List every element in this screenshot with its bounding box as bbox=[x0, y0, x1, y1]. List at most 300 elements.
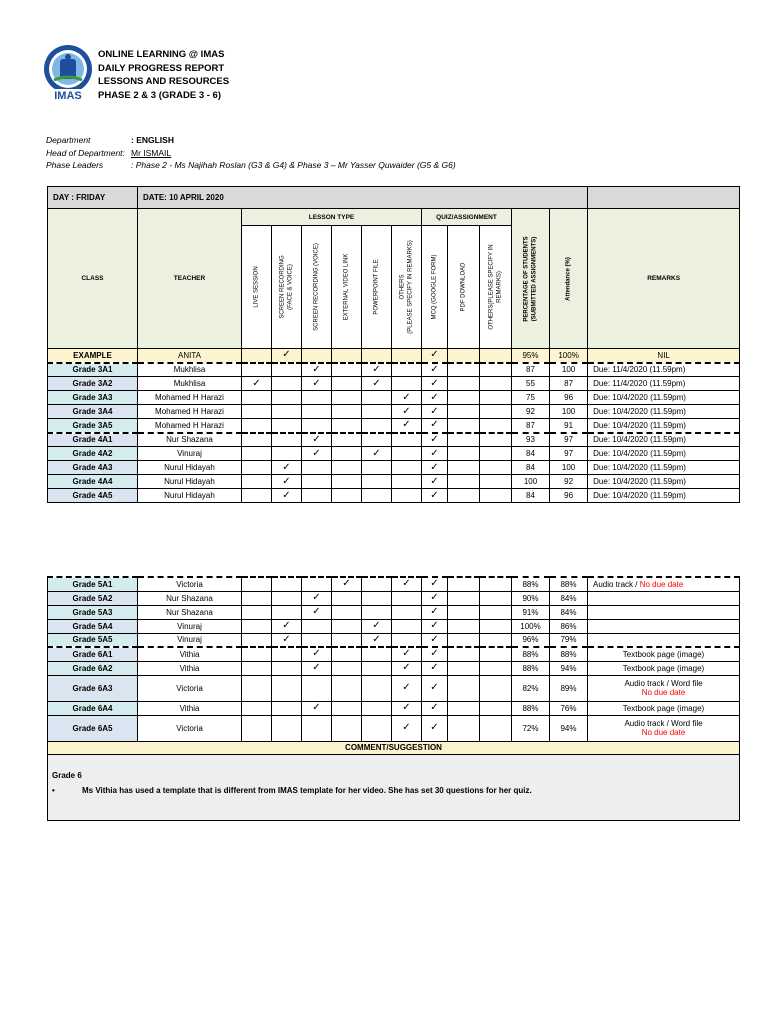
empty-cell bbox=[242, 647, 272, 661]
class-cell: Grade 5A3 bbox=[48, 605, 138, 619]
checkmark-icon: ✓ bbox=[372, 633, 381, 645]
title-line: DAILY PROGRESS REPORT bbox=[98, 62, 225, 74]
checkmark-icon: ✓ bbox=[402, 722, 411, 733]
teacher-cell: Mohamed H Harazi bbox=[138, 405, 242, 419]
remark-text: Textbook page (image) bbox=[622, 703, 705, 713]
class-cell: Grade 6A4 bbox=[48, 701, 138, 715]
check-cell bbox=[392, 661, 422, 675]
empty-cell bbox=[272, 675, 302, 701]
teacher-cell: Victoria bbox=[138, 675, 242, 701]
others2-header: OTHERS(PLEASE SPECIFY IN REMARKS) bbox=[480, 226, 512, 349]
check-cell bbox=[422, 419, 448, 433]
empty-cell bbox=[332, 715, 362, 741]
attendance-cell: 88% bbox=[550, 577, 588, 591]
attendance-cell: 84% bbox=[550, 591, 588, 605]
empty-cell bbox=[362, 489, 392, 503]
empty-cell bbox=[448, 715, 480, 741]
check-cell bbox=[242, 377, 272, 391]
check-cell bbox=[422, 715, 448, 741]
check-cell bbox=[392, 701, 422, 715]
checkmark-icon: ✓ bbox=[372, 377, 381, 389]
empty-cell bbox=[392, 349, 422, 363]
empty-cell bbox=[362, 349, 392, 363]
table-row bbox=[48, 605, 740, 619]
remarks-cell: Due: 10/4/2020 (11.59pm) bbox=[588, 489, 740, 503]
powerpoint-header: POWERPOINT FILE bbox=[362, 226, 392, 349]
checkmark-icon: ✓ bbox=[430, 648, 439, 660]
external-video-header: EXTERNAL VIDEO LINK bbox=[332, 226, 362, 349]
percentage-cell: 88% bbox=[512, 701, 550, 715]
empty-cell bbox=[480, 661, 512, 675]
class-cell: Grade 6A1 bbox=[48, 647, 138, 661]
check-cell bbox=[422, 489, 448, 503]
bullet-icon: • bbox=[52, 785, 55, 795]
percentage-cell: 84 bbox=[512, 489, 550, 503]
empty-cell bbox=[448, 349, 480, 363]
check-cell bbox=[392, 577, 422, 591]
empty-cell bbox=[332, 433, 362, 447]
attendance-cell: 94% bbox=[550, 661, 588, 675]
empty-cell bbox=[242, 433, 272, 447]
progress-table-grade-3-4 bbox=[47, 186, 740, 503]
empty-cell bbox=[448, 605, 480, 619]
empty-cell bbox=[302, 715, 332, 741]
remarks-cell: Due: 10/4/2020 (11.59pm) bbox=[588, 447, 740, 461]
empty-cell bbox=[332, 391, 362, 405]
check-cell bbox=[272, 461, 302, 475]
checkmark-icon: ✓ bbox=[402, 702, 411, 713]
teacher-cell: Mohamed H Harazi bbox=[138, 391, 242, 405]
empty-cell bbox=[332, 461, 362, 475]
attendance-cell: 88% bbox=[550, 647, 588, 661]
teacher-cell: Nurul Hidayah bbox=[138, 461, 242, 475]
check-cell bbox=[272, 619, 302, 633]
empty-cell bbox=[448, 405, 480, 419]
teacher-cell: ANITA bbox=[138, 349, 242, 363]
empty-cell bbox=[332, 419, 362, 433]
table-row bbox=[48, 675, 740, 701]
title-line: PHASE 2 & 3 (GRADE 3 - 6) bbox=[98, 89, 221, 101]
checkmark-icon: ✓ bbox=[312, 433, 321, 445]
table-row bbox=[48, 619, 740, 633]
checkmark-icon: ✓ bbox=[430, 606, 439, 617]
teacher-cell: Vinuraj bbox=[138, 619, 242, 633]
attendance-cell: 100% bbox=[550, 349, 588, 363]
remark-text: Audio track / bbox=[593, 579, 640, 589]
checkmark-icon: ✓ bbox=[282, 633, 291, 645]
empty-cell bbox=[480, 461, 512, 475]
pdf-header: PDF DOWNLOAD bbox=[448, 226, 480, 349]
empty-cell bbox=[302, 675, 332, 701]
empty-cell bbox=[272, 363, 302, 377]
imas-logo bbox=[40, 44, 96, 102]
empty-cell bbox=[362, 433, 392, 447]
percentage-cell: 82% bbox=[512, 675, 550, 701]
empty-cell bbox=[480, 715, 512, 741]
comment-header-row bbox=[48, 741, 740, 754]
checkmark-icon: ✓ bbox=[430, 722, 439, 733]
quiz-assignment-header: QUIZ/ASSIGNMENT bbox=[422, 209, 512, 226]
checkmark-icon: ✓ bbox=[430, 633, 439, 645]
table-row bbox=[48, 591, 740, 605]
percentage-cell: 87 bbox=[512, 419, 550, 433]
empty-cell bbox=[242, 661, 272, 675]
empty-cell bbox=[302, 419, 332, 433]
no-due-date-text: No due date bbox=[641, 728, 686, 737]
table-row bbox=[48, 377, 740, 391]
empty-cell bbox=[362, 461, 392, 475]
attendance-cell: 97 bbox=[550, 433, 588, 447]
attendance-header: Attendance (%) bbox=[550, 209, 588, 349]
empty-cell bbox=[332, 633, 362, 647]
class-cell: Grade 5A5 bbox=[48, 633, 138, 647]
empty-cell bbox=[332, 591, 362, 605]
checkmark-icon: ✓ bbox=[312, 592, 321, 603]
empty-cell bbox=[480, 349, 512, 363]
checkmark-icon: ✓ bbox=[430, 447, 439, 459]
percentage-cell: 92 bbox=[512, 405, 550, 419]
empty-cell bbox=[332, 619, 362, 633]
check-cell bbox=[422, 377, 448, 391]
empty-cell bbox=[448, 363, 480, 377]
table-row bbox=[48, 391, 740, 405]
checkmark-icon: ✓ bbox=[430, 377, 439, 389]
empty-cell bbox=[242, 675, 272, 701]
class-cell: EXAMPLE bbox=[48, 349, 138, 363]
remarks-cell: Due: 10/4/2020 (11.59pm) bbox=[588, 405, 740, 419]
table-row bbox=[48, 363, 740, 377]
empty-cell bbox=[362, 475, 392, 489]
empty-cell bbox=[332, 363, 362, 377]
class-cell: Grade 5A1 bbox=[48, 577, 138, 591]
example-row bbox=[48, 349, 740, 363]
table-row bbox=[48, 633, 740, 647]
empty-cell bbox=[242, 461, 272, 475]
empty-cell bbox=[332, 475, 362, 489]
checkmark-icon: ✓ bbox=[282, 475, 291, 487]
teacher-cell: Vinuraj bbox=[138, 633, 242, 647]
checkmark-icon: ✓ bbox=[312, 363, 321, 375]
empty-cell bbox=[242, 619, 272, 633]
attendance-cell: 86% bbox=[550, 619, 588, 633]
empty-cell bbox=[448, 447, 480, 461]
empty-cell bbox=[480, 377, 512, 391]
check-cell bbox=[422, 405, 448, 419]
remarks-cell bbox=[588, 675, 740, 701]
remarks-cell bbox=[588, 661, 740, 675]
report-title bbox=[98, 48, 229, 102]
checkmark-icon: ✓ bbox=[430, 702, 439, 713]
check-cell bbox=[392, 405, 422, 419]
checkmark-icon: ✓ bbox=[402, 648, 411, 660]
check-cell bbox=[422, 605, 448, 619]
screen-voice-header: SCREEN RECORDING (VOICE) bbox=[302, 226, 332, 349]
empty-cell bbox=[362, 675, 392, 701]
check-cell bbox=[332, 577, 362, 591]
check-cell bbox=[302, 605, 332, 619]
empty-cell bbox=[448, 377, 480, 391]
department-label: Department bbox=[46, 135, 91, 145]
remark-text: Textbook page (image) bbox=[622, 649, 705, 659]
empty-cell bbox=[480, 419, 512, 433]
empty-cell bbox=[242, 489, 272, 503]
check-cell bbox=[422, 633, 448, 647]
table-row bbox=[48, 475, 740, 489]
remarks-cell: Due: 10/4/2020 (11.59pm) bbox=[588, 433, 740, 447]
empty-cell bbox=[480, 591, 512, 605]
checkmark-icon: ✓ bbox=[342, 578, 351, 590]
checkmark-icon: ✓ bbox=[312, 606, 321, 617]
empty-cell bbox=[242, 605, 272, 619]
remarks-cell bbox=[588, 701, 740, 715]
empty-cell bbox=[362, 591, 392, 605]
empty-cell bbox=[392, 591, 422, 605]
phase-leaders-value: : Phase 2 - Ms Najihah Roslan (G3 & G4) & Phase 3 – Mr Yasser Quwaider (G5 & G6) bbox=[131, 160, 456, 170]
empty-cell bbox=[448, 433, 480, 447]
empty-cell bbox=[448, 591, 480, 605]
teacher-cell: Mukhlisa bbox=[138, 377, 242, 391]
check-cell bbox=[422, 619, 448, 633]
attendance-cell: 89% bbox=[550, 675, 588, 701]
remarks-cell: Due: 10/4/2020 (11.59pm) bbox=[588, 419, 740, 433]
checkmark-icon: ✓ bbox=[282, 349, 291, 361]
remarks-cell: Due: 11/4/2020 (11.59pm) bbox=[588, 377, 740, 391]
table-row bbox=[48, 489, 740, 503]
remarks-header: REMARKS bbox=[588, 209, 740, 349]
empty-cell bbox=[392, 475, 422, 489]
percentage-cell: 100% bbox=[512, 619, 550, 633]
comment-body-cell bbox=[48, 754, 740, 820]
checkmark-icon: ✓ bbox=[430, 620, 439, 631]
remarks-cell bbox=[588, 647, 740, 661]
attendance-cell: 94% bbox=[550, 715, 588, 741]
class-cell: Grade 3A3 bbox=[48, 391, 138, 405]
empty-cell bbox=[448, 461, 480, 475]
empty-cell bbox=[392, 447, 422, 461]
check-cell bbox=[422, 461, 448, 475]
empty-cell bbox=[392, 605, 422, 619]
empty-cell bbox=[480, 363, 512, 377]
empty-cell bbox=[242, 447, 272, 461]
table-row bbox=[48, 419, 740, 433]
checkmark-icon: ✓ bbox=[430, 391, 439, 403]
table-row bbox=[48, 461, 740, 475]
checkmark-icon: ✓ bbox=[312, 702, 321, 713]
class-cell: Grade 4A5 bbox=[48, 489, 138, 503]
check-cell bbox=[422, 647, 448, 661]
table-row bbox=[48, 405, 740, 419]
check-cell bbox=[392, 647, 422, 661]
empty-cell bbox=[480, 447, 512, 461]
check-cell bbox=[362, 633, 392, 647]
empty-cell bbox=[332, 647, 362, 661]
empty-cell bbox=[302, 391, 332, 405]
class-cell: Grade 6A3 bbox=[48, 675, 138, 701]
empty-cell bbox=[392, 433, 422, 447]
teacher-cell: Nurul Hidayah bbox=[138, 475, 242, 489]
empty-cell bbox=[242, 715, 272, 741]
checkmark-icon: ✓ bbox=[430, 475, 439, 487]
percentage-cell: 55 bbox=[512, 377, 550, 391]
empty-cell bbox=[242, 391, 272, 405]
class-cell: Grade 4A2 bbox=[48, 447, 138, 461]
checkmark-icon: ✓ bbox=[430, 682, 439, 693]
empty-cell bbox=[272, 447, 302, 461]
teacher-cell: Vithia bbox=[138, 701, 242, 715]
attendance-cell: 100 bbox=[550, 461, 588, 475]
checkmark-icon: ✓ bbox=[430, 363, 439, 375]
empty-cell bbox=[480, 701, 512, 715]
checkmark-icon: ✓ bbox=[430, 489, 439, 501]
empty-cell bbox=[272, 405, 302, 419]
percentage-cell: 100 bbox=[512, 475, 550, 489]
checkmark-icon: ✓ bbox=[430, 578, 439, 590]
check-cell bbox=[392, 675, 422, 701]
checkmark-icon: ✓ bbox=[430, 419, 439, 431]
percentage-cell: 90% bbox=[512, 591, 550, 605]
empty-cell bbox=[362, 405, 392, 419]
checkmark-icon: ✓ bbox=[430, 433, 439, 445]
percentage-cell: 91% bbox=[512, 605, 550, 619]
empty-cell bbox=[332, 405, 362, 419]
table-row bbox=[48, 447, 740, 461]
checkmark-icon: ✓ bbox=[402, 578, 411, 590]
checkmark-icon: ✓ bbox=[282, 620, 291, 631]
table-row bbox=[48, 577, 740, 591]
teacher-cell: Victoria bbox=[138, 577, 242, 591]
empty-cell bbox=[448, 577, 480, 591]
attendance-cell: 97 bbox=[550, 447, 588, 461]
attendance-cell: 76% bbox=[550, 701, 588, 715]
teacher-cell: Vinuraj bbox=[138, 447, 242, 461]
empty-cell bbox=[480, 391, 512, 405]
empty-cell bbox=[242, 419, 272, 433]
check-cell bbox=[422, 675, 448, 701]
percentage-cell: 93 bbox=[512, 433, 550, 447]
empty-cell bbox=[302, 475, 332, 489]
checkmark-icon: ✓ bbox=[430, 461, 439, 473]
empty-cell bbox=[480, 577, 512, 591]
table-row bbox=[48, 701, 740, 715]
remarks-cell bbox=[588, 591, 740, 605]
logo-text: IMAS bbox=[54, 90, 82, 102]
checkmark-icon: ✓ bbox=[402, 682, 411, 693]
check-cell bbox=[422, 475, 448, 489]
remarks-cell bbox=[588, 633, 740, 647]
teacher-cell: Vithia bbox=[138, 661, 242, 675]
checkmark-icon: ✓ bbox=[430, 592, 439, 603]
check-cell bbox=[362, 363, 392, 377]
class-header: CLASS bbox=[48, 209, 138, 349]
empty-cell bbox=[480, 605, 512, 619]
empty-cell bbox=[392, 377, 422, 391]
class-cell: Grade 6A2 bbox=[48, 661, 138, 675]
remark-text: Audio track / Word file bbox=[624, 719, 703, 728]
attendance-cell: 96 bbox=[550, 489, 588, 503]
class-cell: Grade 4A1 bbox=[48, 433, 138, 447]
attendance-cell: 100 bbox=[550, 363, 588, 377]
empty-cell bbox=[242, 475, 272, 489]
no-due-date-text: No due date bbox=[641, 688, 686, 697]
checkmark-icon: ✓ bbox=[312, 447, 321, 459]
empty-cell bbox=[362, 715, 392, 741]
checkmark-icon: ✓ bbox=[282, 461, 291, 473]
empty-cell bbox=[302, 633, 332, 647]
remarks-cell: NIL bbox=[588, 349, 740, 363]
remarks-cell bbox=[588, 619, 740, 633]
check-cell bbox=[422, 591, 448, 605]
empty-cell bbox=[448, 475, 480, 489]
comment-suggestion-header: COMMENT/SUGGESTION bbox=[48, 741, 740, 754]
comment-bullet bbox=[48, 786, 739, 795]
empty-cell bbox=[302, 405, 332, 419]
empty-cell bbox=[272, 647, 302, 661]
empty-cell bbox=[272, 715, 302, 741]
checkmark-icon: ✓ bbox=[372, 620, 381, 631]
teacher-cell: Vithia bbox=[138, 647, 242, 661]
screen-face-voice-header: SCREEN RECORDING (FACE & VOICE) bbox=[272, 226, 302, 349]
empty-cell bbox=[332, 377, 362, 391]
percentage-cell: 84 bbox=[512, 461, 550, 475]
class-cell: Grade 4A3 bbox=[48, 461, 138, 475]
attendance-cell: 100 bbox=[550, 405, 588, 419]
empty-cell bbox=[332, 701, 362, 715]
attendance-cell: 96 bbox=[550, 391, 588, 405]
check-cell bbox=[392, 391, 422, 405]
check-cell bbox=[302, 647, 332, 661]
empty-cell bbox=[448, 419, 480, 433]
empty-cell bbox=[362, 391, 392, 405]
empty-cell bbox=[392, 619, 422, 633]
check-cell bbox=[302, 661, 332, 675]
empty-cell bbox=[362, 701, 392, 715]
check-cell bbox=[272, 633, 302, 647]
live-session-header: LIVE SESSION bbox=[242, 226, 272, 349]
empty-cell bbox=[332, 605, 362, 619]
table-row bbox=[48, 715, 740, 741]
checkmark-icon: ✓ bbox=[402, 419, 411, 431]
check-cell bbox=[392, 419, 422, 433]
check-cell bbox=[422, 447, 448, 461]
phase-leaders-label: Phase Leaders bbox=[46, 160, 104, 170]
title-line: LESSONS AND RESOURCES bbox=[98, 76, 230, 87]
percentage-cell: 75 bbox=[512, 391, 550, 405]
mcq-header: MCQ (GOOGLE FORM) bbox=[422, 226, 448, 349]
empty-cell bbox=[480, 647, 512, 661]
comment-body-row bbox=[48, 754, 740, 820]
others-header: OTHERS (PLEASE SPECIFY IN REMARKS) bbox=[392, 226, 422, 349]
checkmark-icon: ✓ bbox=[430, 405, 439, 417]
empty-cell bbox=[272, 377, 302, 391]
checkmark-icon: ✓ bbox=[402, 662, 411, 673]
check-cell bbox=[272, 489, 302, 503]
check-cell bbox=[362, 619, 392, 633]
empty-cell bbox=[242, 701, 272, 715]
empty-cell bbox=[242, 577, 272, 591]
empty-cell bbox=[448, 675, 480, 701]
check-cell bbox=[272, 475, 302, 489]
empty-cell bbox=[480, 619, 512, 633]
teacher-cell: Nur Shazana bbox=[138, 591, 242, 605]
teacher-cell: Nur Shazana bbox=[138, 605, 242, 619]
check-cell bbox=[362, 377, 392, 391]
teacher-header: TEACHER bbox=[138, 209, 242, 349]
department-value: : ENGLISH bbox=[131, 135, 174, 145]
check-cell bbox=[422, 349, 448, 363]
remarks-cell bbox=[588, 605, 740, 619]
hod-value: Mr ISMAIL bbox=[131, 147, 172, 158]
empty-cell bbox=[362, 577, 392, 591]
